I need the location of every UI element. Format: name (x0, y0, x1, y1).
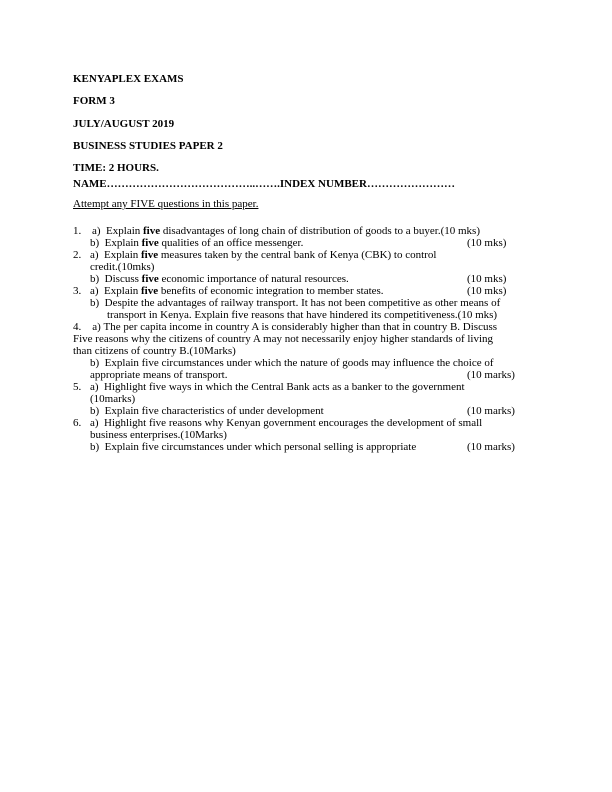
question-number: 6. (73, 417, 82, 429)
index-blank: …………………… (366, 178, 455, 190)
question-6b: b) Explain five circumstances under which personal selling is appropriate (90, 441, 417, 453)
question-2a: a) Explain five measures taken by the central bank of Kenya (CBK) to control (90, 249, 437, 261)
question-5b: b) Explain five characteristics of under development (90, 405, 324, 417)
question-4a-cont: Five reasons why the citizens of country A may not necessarily enjoy higher standards of living (73, 333, 494, 345)
marks: (10 mks) (467, 237, 507, 249)
question-1a: a) Explain five disadvantages of long chain of distribution of goods to a buyer.(10 mks) (92, 225, 480, 237)
question-3a: a) Explain five benefits of economic integration to member states. (90, 285, 384, 297)
name-label: NAME (73, 178, 107, 190)
question-2a-cont: credit.(10mks) (90, 261, 155, 273)
question-3b: b) Despite the advantages of railway transport. It has not been competitive as other means of (90, 297, 501, 309)
exam-session: JULY/AUGUST 2019 (73, 118, 175, 130)
question-4a-cont: than citizens of country B.(10Marks) (73, 345, 236, 357)
marks: (10 marks) (467, 405, 515, 417)
question-6a-cont: business enterprises.(10Marks) (90, 429, 227, 441)
question-4a: 4. a) The per capita income in country A is considerably higher than that in country B. Discuss (73, 321, 498, 333)
question-5a: a) Highlight five ways in which the Central Bank acts as a banker to the government (90, 381, 465, 393)
question-4b-cont: appropriate means of transport. (90, 369, 228, 381)
instruction: Attempt any FIVE questions in this paper. (73, 198, 259, 210)
marks: (10 mks) (467, 273, 507, 285)
question-1b: b) Explain five qualities of an office messenger. (90, 237, 304, 249)
marks: (10 mks) (467, 285, 507, 297)
index-label: INDEX NUMBER (279, 178, 367, 190)
marks: (10 marks) (467, 441, 515, 453)
question-3b-cont: transport in Kenya. Explain five reasons that have hindered its competitiveness.(10 mks) (107, 309, 498, 321)
question-number: 2. (73, 249, 82, 261)
question-5a-cont: (10marks) (90, 393, 136, 405)
form-level: FORM 3 (73, 95, 115, 107)
name-index-line (73, 178, 455, 191)
exam-duration: TIME: 2 HOURS. (73, 162, 159, 174)
question-number: 3. (73, 285, 82, 297)
question-6a: a) Highlight five reasons why Kenyan government encourages the development of small (90, 417, 483, 429)
name-blank: …………………………………..……. (106, 178, 280, 190)
question-number: 1. (73, 225, 82, 237)
subject-title: BUSINESS STUDIES PAPER 2 (73, 140, 223, 152)
marks: (10 marks) (467, 369, 515, 381)
school-name: KENYAPLEX EXAMS (73, 73, 184, 85)
question-number: 5. (73, 381, 82, 393)
question-2b: b) Discuss five economic importance of natural resources. (90, 273, 349, 285)
question-4b: b) Explain five circumstances under which the nature of goods may influence the choice of (90, 357, 494, 369)
